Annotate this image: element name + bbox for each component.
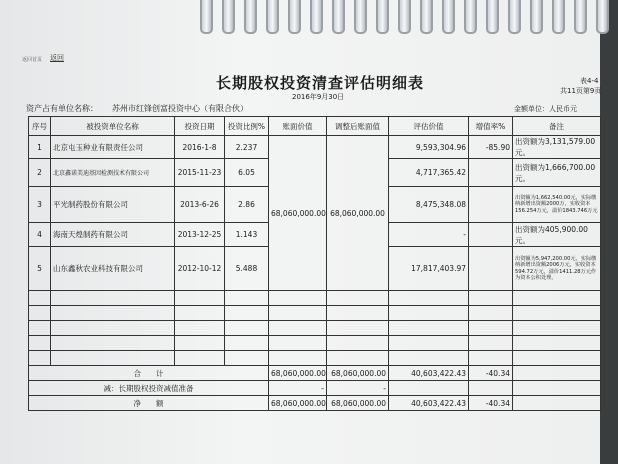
eval-value: 9,593,304.96 — [389, 136, 469, 159]
eval-value: 4,717,365.42 — [389, 159, 469, 187]
unit-name: 苏州市红锋创富投资中心（有限合伙） — [112, 104, 248, 113]
impairment-adjusted: - — [327, 381, 389, 396]
row-no: 1 — [29, 136, 51, 159]
net-rate: -40.34 — [469, 396, 513, 411]
increase-rate — [469, 223, 513, 247]
impairment-label: 减：长期股权投资减值准备 — [29, 381, 269, 396]
increase-rate — [469, 159, 513, 187]
remark: 出资额为1,662,540.00元，实际缴纳新增出资额2000万，实收资本156.254万元，溢价1843.746万元 — [513, 187, 601, 223]
increase-rate — [469, 187, 513, 223]
row-no: 5 — [29, 247, 51, 291]
eval-value: 17,817,403.97 — [389, 247, 469, 291]
investment-table — [28, 116, 601, 411]
nav-home-link[interactable]: 返回首页 — [22, 57, 43, 63]
total-row — [29, 366, 601, 381]
company-name: 山东鑫秋农业科技有限公司 — [51, 247, 175, 291]
row-no: 4 — [29, 223, 51, 247]
invest-ratio: 6.05 — [225, 159, 269, 187]
empty-row — [29, 291, 601, 306]
impairment-row — [29, 381, 601, 396]
invest-ratio: 2.237 — [225, 136, 269, 159]
total-eval: 40,603,422.43 — [389, 366, 469, 381]
company-name: 平光制药股份有限公司 — [51, 187, 175, 223]
invest-date: 2015-11-23 — [175, 159, 225, 187]
col-header: 投资比例% — [225, 117, 269, 136]
net-row — [29, 396, 601, 411]
invest-date: 2013-6-26 — [175, 187, 225, 223]
remark: 出资额为3,131,579.00元。 — [513, 136, 601, 159]
adjusted-value-merged: 68,060,000.00 — [327, 136, 389, 291]
unit-label: 资产占有单位名称： — [26, 104, 98, 113]
remark: 出资额为5,947,200.00元，实际缴纳新增出资额2006万元，实收资本594.72万元，溢价1411.28万元作为资本公积处理。 — [513, 247, 601, 291]
row-no: 2 — [29, 159, 51, 187]
col-header: 调整后账面值 — [327, 117, 389, 136]
col-header: 序号 — [29, 117, 51, 136]
col-header: 投资日期 — [175, 117, 225, 136]
empty-row — [29, 321, 601, 336]
remark: 出资额为1,666,700.00元。 — [513, 159, 601, 187]
company-name: 北京屯玉种业有限责任公司 — [51, 136, 175, 159]
net-label: 净 额 — [29, 396, 269, 411]
col-header: 评估价值 — [389, 117, 469, 136]
net-eval: 40,603,422.43 — [389, 396, 469, 411]
row-no: 3 — [29, 187, 51, 223]
table-row — [29, 136, 601, 159]
report-date: 2016年9月30日 — [292, 93, 345, 101]
table-header-row — [29, 117, 601, 136]
spiral-binding — [200, 0, 618, 42]
invest-date: 2013-12-25 — [175, 223, 225, 247]
total-book: 68,060,000.00 — [269, 366, 327, 381]
net-adjusted: 68,060,000.00 — [327, 396, 389, 411]
currency-unit: 金额单位：人民币元 — [514, 105, 577, 113]
invest-ratio: 5.488 — [225, 247, 269, 291]
empty-row — [29, 351, 601, 366]
empty-row — [29, 306, 601, 321]
back-link[interactable]: 返回 — [50, 54, 64, 62]
form-number: 表4-4 — [580, 77, 599, 85]
page-title: 长期股权投资清查评估明细表 — [216, 74, 425, 92]
company-name: 海南天煌制药有限公司 — [51, 223, 175, 247]
total-adjusted: 68,060,000.00 — [327, 366, 389, 381]
remark: 出资额为405,900.00元。 — [513, 223, 601, 247]
increase-rate: -85.90 — [469, 136, 513, 159]
eval-value: - — [389, 223, 469, 247]
invest-ratio: 2.86 — [225, 187, 269, 223]
col-header: 备注 — [513, 117, 601, 136]
total-rate: -40.34 — [469, 366, 513, 381]
increase-rate — [469, 247, 513, 291]
col-header: 账面价值 — [269, 117, 327, 136]
empty-row — [29, 336, 601, 351]
col-header: 增值率% — [469, 117, 513, 136]
invest-date: 2012-10-12 — [175, 247, 225, 291]
total-label: 合 计 — [29, 366, 269, 381]
impairment-book: - — [269, 381, 327, 396]
page-indicator: 共11页第9页 — [560, 87, 602, 95]
net-book: 68,060,000.00 — [269, 396, 327, 411]
col-header: 被投资单位名称 — [51, 117, 175, 136]
book-value-merged: 68,060,000.00 — [269, 136, 327, 291]
eval-value: 8,475,348.08 — [389, 187, 469, 223]
company-name: 北京鑫诺美迪基因检测技术有限公司 — [51, 159, 175, 187]
invest-ratio: 1.143 — [225, 223, 269, 247]
invest-date: 2016-1-8 — [175, 136, 225, 159]
